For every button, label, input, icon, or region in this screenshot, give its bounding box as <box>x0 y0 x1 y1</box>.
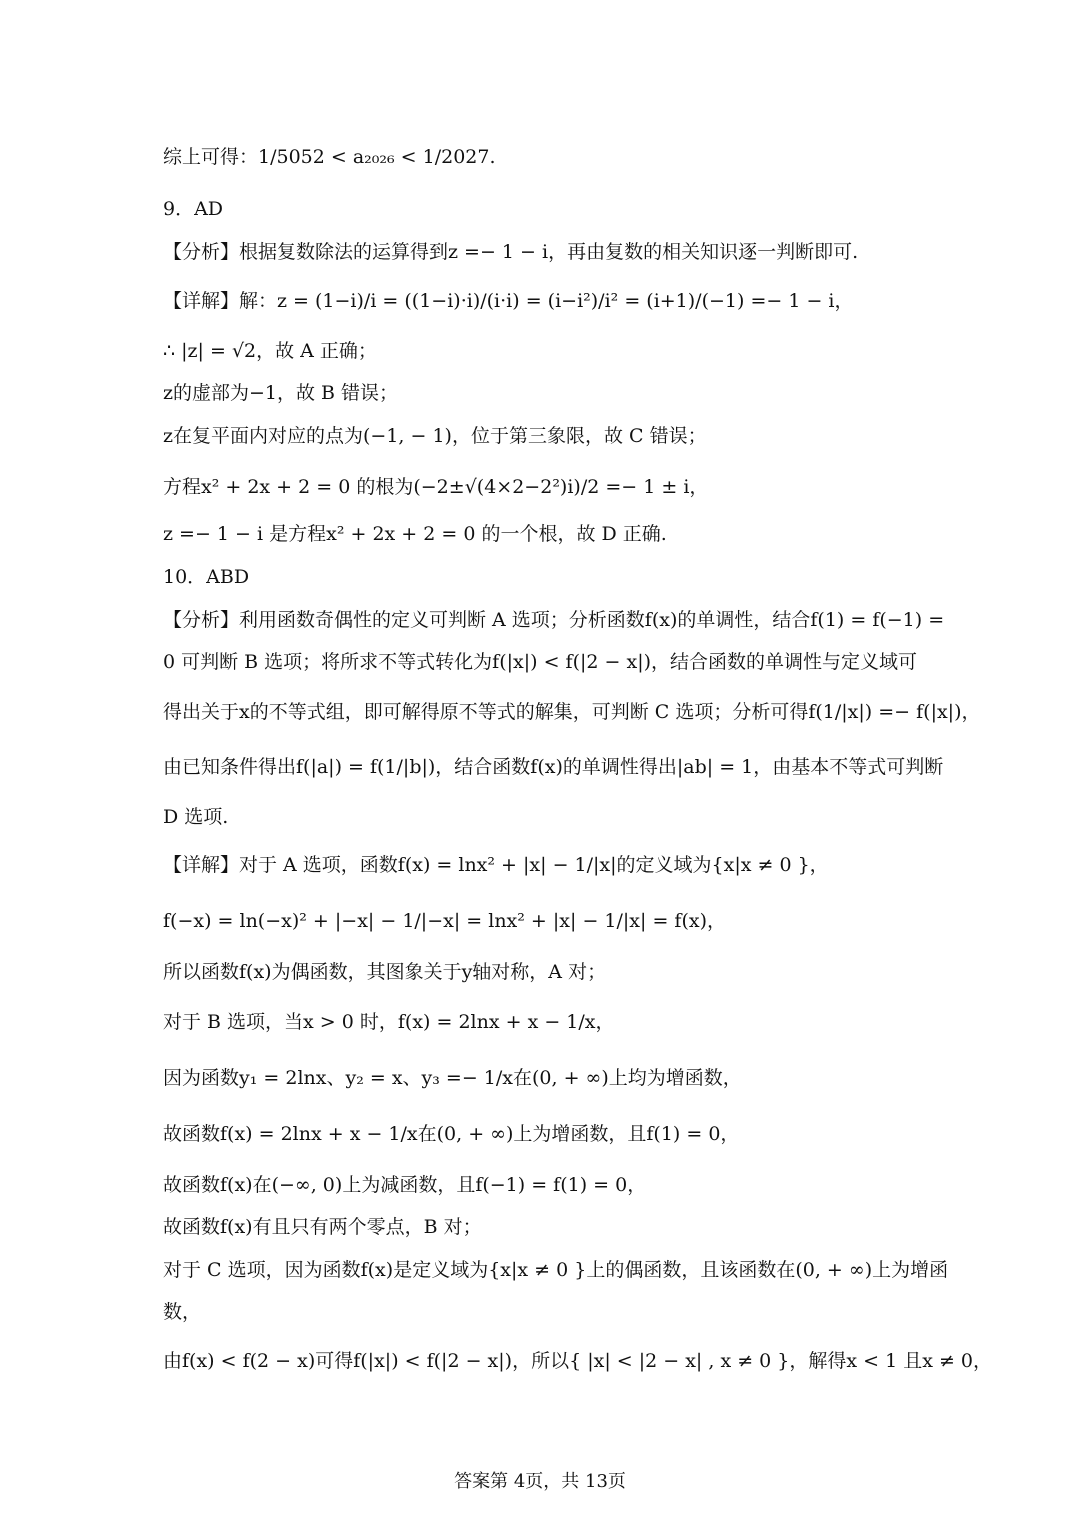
q10-solution-line: 因为函数y₁ = 2lnx、y₂ = x、y₃ =− 1/x在(0, + ∞)上均为增函数， <box>163 1067 742 1089</box>
q10-solution-line: 所以函数f(x)为偶函数，其图象关于y轴对称，A 对； <box>163 961 607 983</box>
q10-solution-line: 对于 C 选项，因为函数f(x)是定义域为{x|x ≠ 0 }上的偶函数，且该函数在(0, + ∞)上为增函 <box>163 1259 949 1281</box>
q10-analysis-line: 得出关于x的不等式组，即可解得原不等式的解集，可判断 C 选项；分析可得f(1/|x|) =− f(|x|)， <box>163 701 981 723</box>
page-footer: 答案第 4页，共 13页 <box>454 1471 626 1492</box>
question-9-heading: 9．AD <box>163 198 224 220</box>
q10-analysis-line: 由已知条件得出f(|a|) = f(1/|b|)，结合函数f(x)的单调性得出|ab| = 1，由基本不等式可判断 <box>163 756 944 778</box>
q10-solution-line: f(−x) = ln(−x)² + |−x| − 1/|−x| = lnx² + |x| − 1/|x| = f(x)， <box>163 910 726 932</box>
q10-analysis-line: 0 可判断 B 选项；将所求不等式转化为f(|x|) < f(|2 − x|)，结合函数的单调性与定义域可 <box>163 651 918 673</box>
q9-solution-line: z =− 1 − i 是方程x² + 2x + 2 = 0 的一个根，故 D 正确. <box>163 523 667 545</box>
q10-solution-line: 【详解】对于 A 选项，函数f(x) = lnx² + |x| − 1/|x|的定义域为{x|x ≠ 0 }， <box>163 854 829 876</box>
q9-analysis: 【分析】根据复数除法的运算得到z =− 1 − i，再由复数的相关知识逐一判断即可. <box>163 241 859 263</box>
q10-solution-line: 故函数f(x)有且只有两个零点，B 对； <box>163 1216 482 1238</box>
summary-line: 综上可得：1/5052 < a₂₀₂₆ < 1/2027. <box>163 146 496 168</box>
q10-solution-line: 故函数f(x)在(−∞, 0)上为减函数，且f(−1) = f(1) = 0， <box>163 1174 647 1196</box>
q10-analysis-line: 【分析】利用函数奇偶性的定义可判断 A 选项；分析函数f(x)的单调性，结合f(1) = f(−1) = <box>163 609 945 631</box>
q10-solution-line: 故函数f(x) = 2lnx + x − 1/x在(0, + ∞)上为增函数，且f(1) = 0， <box>163 1123 740 1145</box>
q10-solution-line: 对于 B 选项，当x > 0 时，f(x) = 2lnx + x − 1/x， <box>163 1011 615 1033</box>
question-10-heading: 10．ABD <box>163 566 250 588</box>
q9-solution-line: 【详解】解：z = (1−i)/i = ((1−i)·i)/(i·i) = (i−i²)/i² = (i+1)/(−1) =− 1 − i， <box>163 290 854 312</box>
q10-solution-line: 由f(x) < f(2 − x)可得f(|x|) < f(|2 − x|)，所以{ |x| < |2 − x| , x ≠ 0 }，解得x < 1 且x ≠ 0， <box>163 1350 993 1372</box>
q9-solution-line: z的虚部为−1，故 B 错误； <box>163 382 399 404</box>
q10-analysis-line: D 选项. <box>163 806 229 828</box>
q9-solution-line: ∴ |z| = √2，故 A 正确； <box>163 340 377 362</box>
q9-solution-line: 方程x² + 2x + 2 = 0 的根为(−2±√(4×2−2²)i)/2 =− 1 ± i， <box>163 476 709 498</box>
q10-solution-line: 数， <box>163 1301 202 1323</box>
q9-solution-line: z在复平面内对应的点为(−1, − 1)，位于第三象限，故 C 错误； <box>163 425 707 447</box>
